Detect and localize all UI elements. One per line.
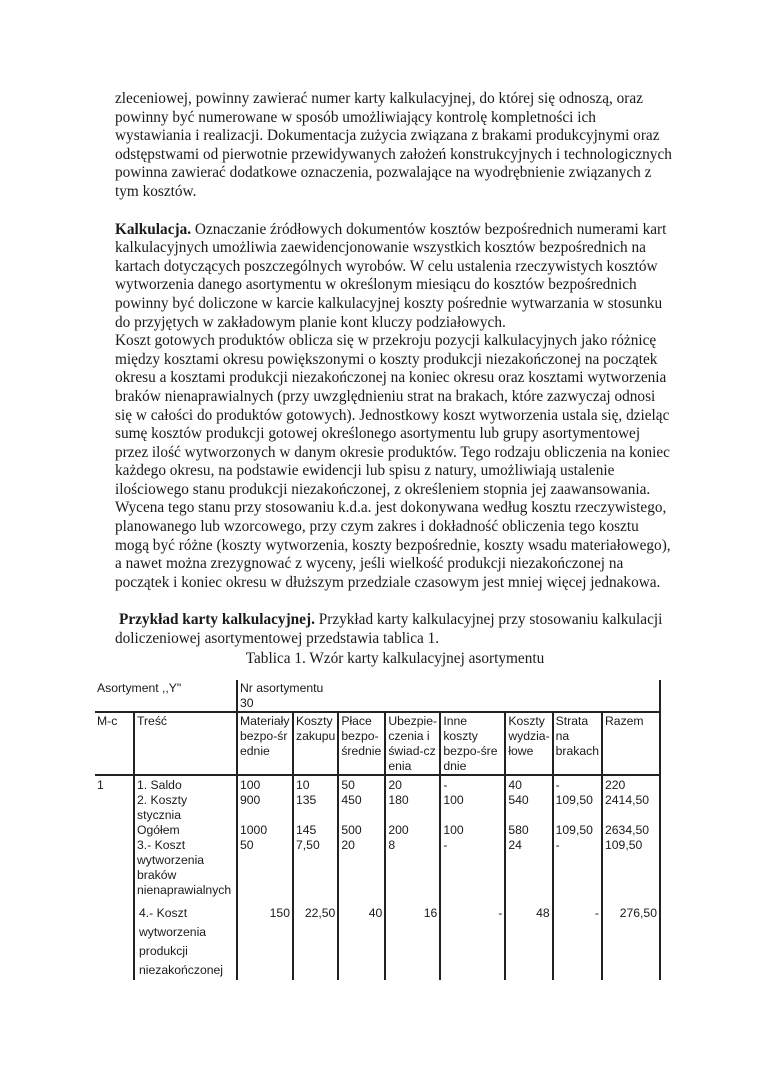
document-page bbox=[115, 90, 675, 667]
asortyment-label: Asortyment ,,Y" bbox=[95, 680, 237, 712]
value-cell: 40 540 580 24 bbox=[505, 775, 552, 898]
heading-kalkulacja: Kalkulacja. bbox=[115, 220, 192, 238]
value-cell: 10 135 145 7,50 bbox=[293, 775, 338, 898]
nr-asortymentu-label: Nr asortymentu bbox=[240, 681, 324, 695]
paragraph-intro: zleceniowej, powinny zawierać numer karty kalkulacyjnej, do której się odnoszą, oraz powinny być numerowane w sposób umożliwiający kontrolę kompletności ich wystawiania i realizacji. Dokumentacja zużycia związana z brakami produkcyjnymi oraz odstępstwami od pierwotnie przewidywanych założeń konstrukcyjnych i technologicznych powinna zawierać dodatkowe oznaczenia, pozwalające na wyodrębnienie związanych z tym kosztów. bbox=[115, 90, 672, 200]
column-header: Inne koszty bezpo-śre dnie bbox=[440, 712, 505, 775]
value-cell: 48 bbox=[505, 898, 552, 980]
value-cell: - 109,50 109,50 - bbox=[553, 775, 602, 898]
column-header: Treść bbox=[134, 712, 237, 775]
column-header: Koszty zakupu bbox=[293, 712, 338, 775]
table-row bbox=[95, 898, 660, 980]
paragraph-przyklad-text: Przykład karty kalkulacyjnej przy stosowaniu kalkulacji doliczeniowej asortymentowej przedstawia tablica 1. bbox=[115, 611, 663, 648]
value-cell: 220 2414,50 2634,50 109,50 bbox=[602, 775, 660, 898]
column-header: Strata na brakach bbox=[553, 712, 602, 775]
column-header: Koszty wydzia- łowe bbox=[505, 712, 552, 775]
column-header: Razem bbox=[602, 712, 660, 775]
value-cell: - bbox=[553, 898, 602, 980]
value-cell: 100 900 1000 50 bbox=[237, 775, 293, 898]
nr-asortymentu-value: 30 bbox=[240, 696, 254, 710]
nr-asortymentu-cell bbox=[237, 680, 660, 712]
value-cell: 50 450 500 20 bbox=[338, 775, 385, 898]
value-cell: - 100 100 - bbox=[440, 775, 505, 898]
table-row bbox=[95, 775, 660, 898]
column-header: Płace bezpo- średnie bbox=[338, 712, 385, 775]
value-cell: 40 bbox=[338, 898, 385, 980]
value-cell: 16 bbox=[385, 898, 440, 980]
paragraph-kalkulacja-text: Oznaczanie źródłowych dokumentów kosztów bezpośrednich numerami kart kalkulacyjnych umożliwia zaewidencjonowanie wszystkich kosztów bezpośrednich na kartach dotyczących poszczególnych wyrobów. W celu ustalenia rzeczywistych kosztów wytworzenia danego asortymentu w określonym miesiącu do kosztów bezpośrednich powinny być doliczone w karcie kalkulacyjnej koszty pośrednie wytwarzania w stosunku do przyjętych w zakładowym planie kont kluczy podziałowych. bbox=[115, 220, 667, 331]
value-cell: 276,50 bbox=[602, 898, 660, 980]
paragraph-przyklad bbox=[115, 611, 675, 648]
column-header: Ubezpie- czenia i świad-cz enia bbox=[385, 712, 440, 775]
calculation-card-table bbox=[95, 680, 661, 980]
value-cell: 20 180 200 8 bbox=[385, 775, 440, 898]
row-label-cell: 4.- Koszt wytworzenia produkcji niezakończonej bbox=[134, 898, 237, 980]
paragraph-kalkulacja bbox=[115, 221, 675, 333]
value-cell: - bbox=[440, 898, 505, 980]
value-cell: 22,50 bbox=[293, 898, 338, 980]
row-label-cell: 1. Saldo 2. Koszty stycznia Ogółem 3.- Koszt wytworzenia braków nienaprawialnych bbox=[134, 775, 237, 898]
column-header: Materiały bezpo-śr ednie bbox=[237, 712, 293, 775]
value-cell: 150 bbox=[237, 898, 293, 980]
heading-przyklad: Przykład karty kalkulacyjnej. bbox=[119, 611, 315, 629]
paragraph-koszt-gotowych: Koszt gotowych produktów oblicza się w przekroju pozycji kalkulacyjnych jako różnicę między kosztami okresu powiększonymi o koszty produkcji niezakończonej na początek okresu a kosztami produkcji niezakończonej na koniec okresu oraz kosztami wytworzenia braków nienaprawialnych (przy uwzględnieniu strat na brakach, które zazwyczaj odnosi się w całości do produktów gotowych). Jednostkowy koszt wytworzenia ustala się, dzieląc sumę kosztów produkcji gotowej określonego asortymentu lub grupy asortymentowej przez ilość wytworzonych w danym okresie produktów. Tego rodzaju obliczenia na koniec każdego okresu, na podstawie ewidencji lub spisu z natury, umożliwiają ustalenie ilościowego stanu produkcji niezakończonej, z określeniem stopnia jej zaawansowania. Wycena tego stanu przy stosowaniu k.d.a. jest dokonywana według kosztu rzeczywistego, planowanego lub wzorcowego, przy czym zakres i dokładność obliczenia tego kosztu mogą być różne (koszty wytworzenia, koszty bezpośrednie, koszty wsadu materiałowego), a nawet można zrezygnować z wyceny, jeśli wielkość produkcji niezakończonej na początek i koniec okresu w dłuższym przedziale czasowym jest mniej więcej jednakowa. bbox=[115, 332, 671, 591]
month-cell: 1 bbox=[97, 778, 104, 792]
column-header: M-c bbox=[95, 712, 134, 775]
table-header-row-2 bbox=[95, 712, 660, 775]
table-header-row-1 bbox=[95, 680, 660, 712]
table-caption: Tablica 1. Wzór karty kalkulacyjnej asortymentu bbox=[245, 650, 545, 667]
